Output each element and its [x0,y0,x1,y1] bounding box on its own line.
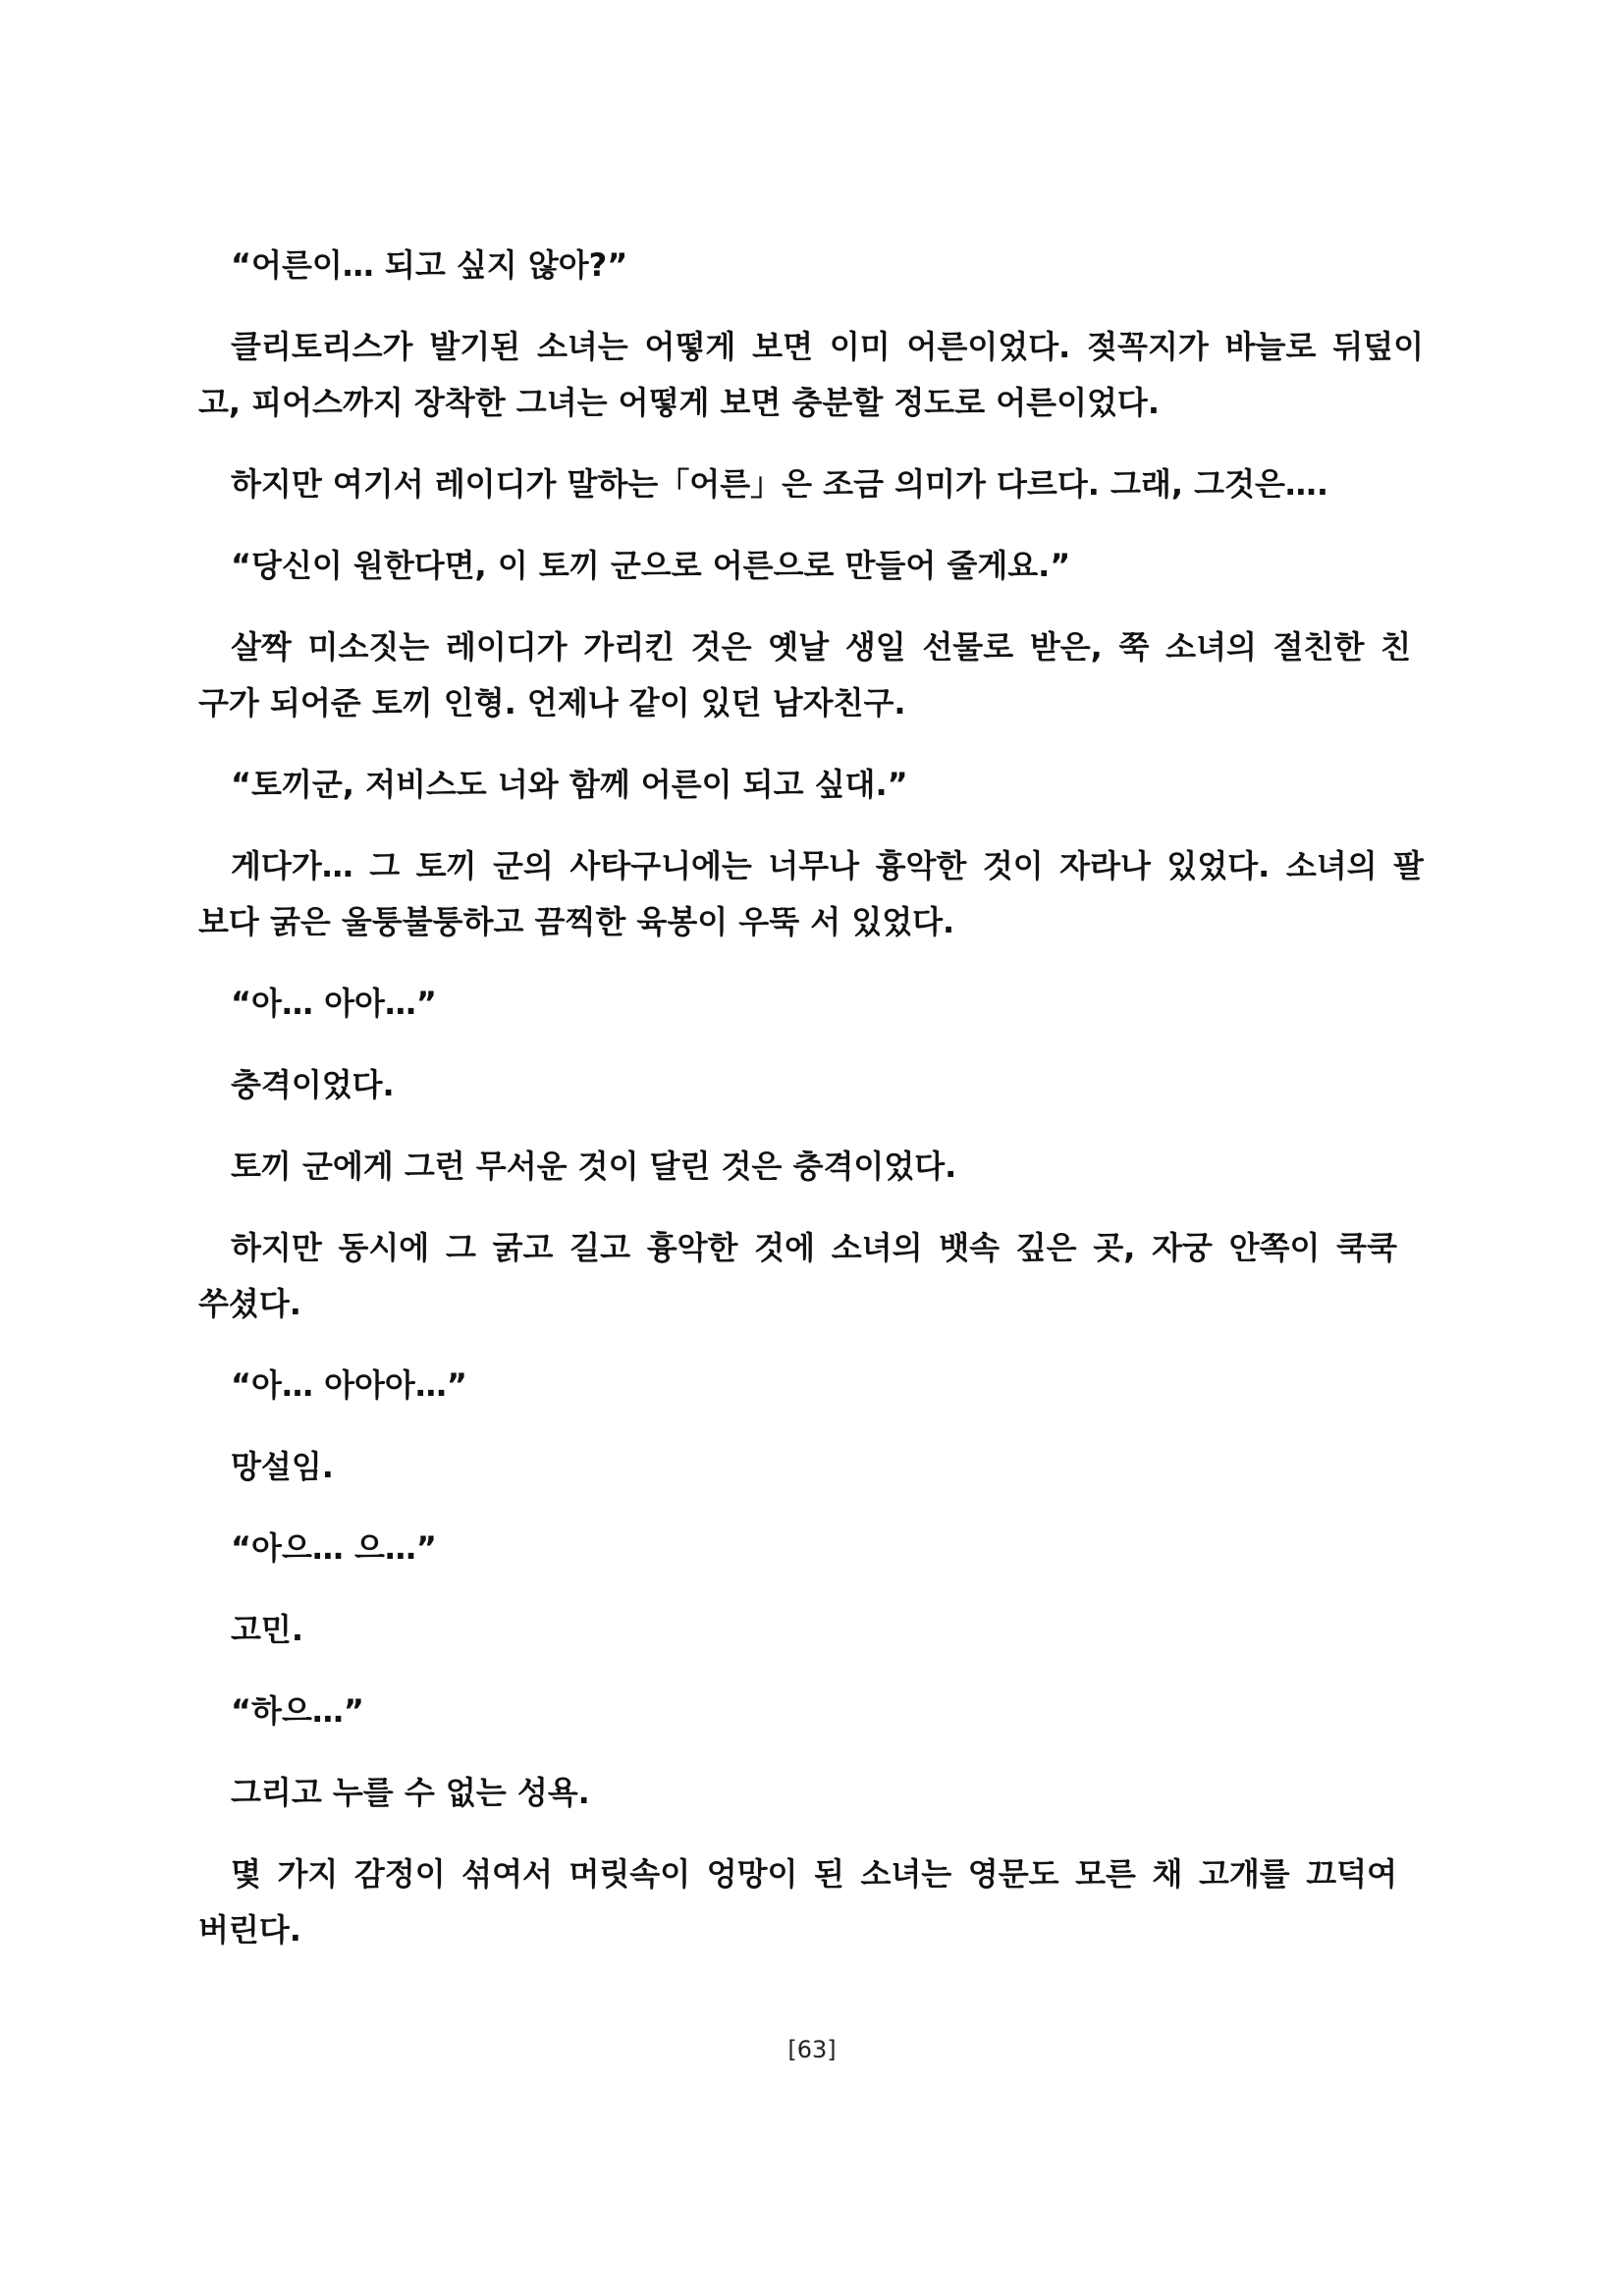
paragraph-line: 버린다. [198,1911,301,1949]
paragraph [198,838,1424,950]
paragraph-line: 그리고 누를 수 없는 성욕. [231,1774,590,1811]
paragraph-line: 하지만 여기서 레이디가 말하는「어른」은 조금 의미가 다르다. 그래, 그것은…. [231,465,1329,503]
paragraph [198,1765,1424,1821]
paragraph [198,1683,1424,1739]
paragraph-line: 클리토리스가 발기된 소녀는 어떻게 보면 이미 어른이었다. 젖꼭지가 바늘로 뒤덮이 [231,328,1424,365]
paragraph-line: 토끼 군에게 그런 무서운 것이 달린 것은 충격이었다. [231,1148,957,1185]
paragraph [198,1057,1424,1113]
paragraph-line: 구가 되어준 토끼 인형. 언제나 같이 있던 남자친구. [198,684,906,721]
paragraph [198,976,1424,1032]
paragraph [198,1358,1424,1414]
paragraph [198,1846,1424,1958]
paragraph [198,319,1424,431]
page-number: [63] [787,2036,837,2063]
paragraph-line: “아… 아아…” [231,985,437,1022]
paragraph [198,1439,1424,1495]
body-text [198,238,1424,1984]
paragraph-line: 충격이었다. [231,1066,395,1103]
paragraph-line: 고, 피어스까지 장착한 그녀는 어떻게 보면 충분할 정도로 어른이었다. [198,384,1160,421]
paragraph [198,1602,1424,1658]
paragraph-line: 망설임. [231,1448,334,1485]
paragraph-line: “어른이… 되고 싶지 않아?” [231,246,628,284]
paragraph-line: “하으…” [231,1692,364,1730]
paragraph-line: 게다가… 그 토끼 군의 사타구니에는 너무나 흉악한 것이 자라나 있었다. 소녀의 팔 [231,847,1424,884]
paragraph [198,538,1424,594]
paragraph [198,456,1424,512]
paragraph-line: “아으… 으…” [231,1529,437,1567]
paragraph [198,757,1424,813]
paragraph [198,1220,1424,1332]
paragraph-line: “토끼군, 저비스도 너와 함께 어른이 되고 싶대.” [231,766,908,803]
paragraph [198,619,1424,731]
paragraph-line: 살짝 미소짓는 레이디가 가리킨 것은 옛날 생일 선물로 받은, 쭉 소녀의 절친한 친 [231,628,1411,666]
paragraph-line: “아… 아아아…” [231,1366,467,1404]
paragraph [198,1521,1424,1576]
paragraph [198,1139,1424,1195]
paragraph-line: 보다 굵은 울퉁불퉁하고 끔찍한 육봉이 우뚝 서 있었다. [198,903,955,940]
paragraph-line: 쑤셨다. [198,1285,301,1322]
paragraph-line: “당신이 원한다면, 이 토끼 군으로 어른으로 만들어 줄게요.” [231,547,1071,584]
paragraph-line: 고민. [231,1611,303,1648]
paragraph-line: 하지만 동시에 그 굵고 길고 흉악한 것에 소녀의 뱃속 깊은 곳, 자궁 안쪽이 쿡쿡 [231,1229,1397,1266]
paragraph [198,238,1424,294]
paragraph-line: 몇 가지 감정이 섞여서 머릿속이 엉망이 된 소녀는 영문도 모른 채 고개를 끄덕여 [231,1855,1397,1893]
